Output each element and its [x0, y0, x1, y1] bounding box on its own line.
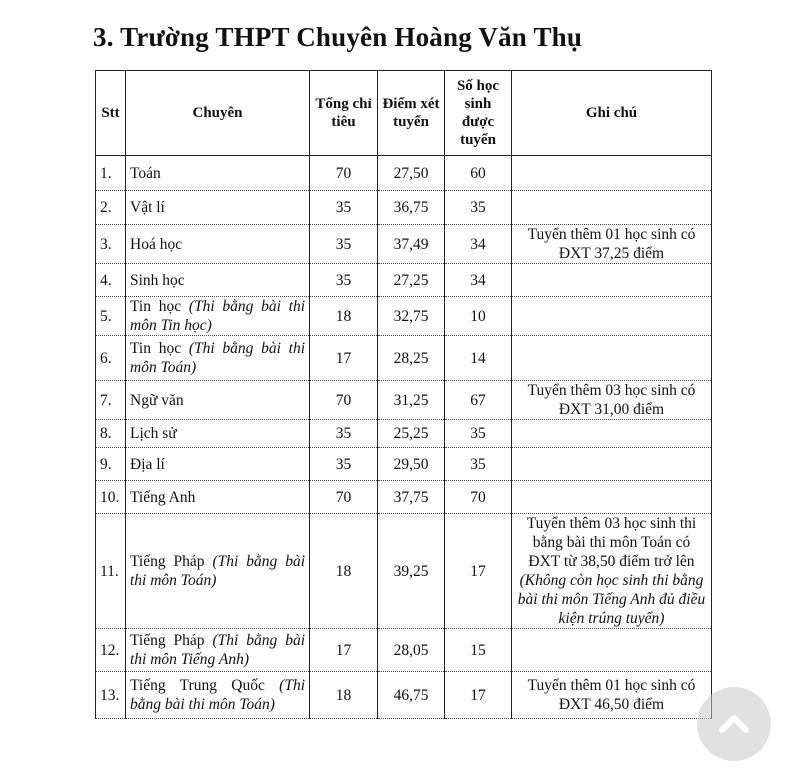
row-subject: Tiếng Anh	[130, 488, 196, 506]
row-subject-cell	[126, 225, 310, 264]
table-row	[96, 191, 712, 225]
row-tong-chi-tieu: 70	[310, 381, 378, 420]
row-note: Tuyển thêm 01 học sinh có ĐXT 37,25 điểm	[527, 226, 696, 262]
row-subject-note: (Thi bằng bài thi môn Toán)	[130, 677, 305, 713]
row-stt: 8.	[96, 420, 126, 448]
row-diem-xet-tuyen: 37,75	[378, 481, 445, 514]
row-so-hoc-sinh: 10	[445, 297, 512, 336]
row-ghi-chu	[512, 381, 712, 420]
row-so-hoc-sinh: 67	[445, 381, 512, 420]
row-stt: 5.	[96, 297, 126, 336]
row-subject-cell	[126, 629, 310, 672]
row-tong-chi-tieu: 35	[310, 225, 378, 264]
row-tong-chi-tieu: 35	[310, 448, 378, 481]
table-row	[96, 381, 712, 420]
row-stt: 7.	[96, 381, 126, 420]
row-subject: Tin học	[130, 298, 189, 315]
header-tong-chi-tieu: Tổng chỉ tiêu	[310, 71, 378, 156]
row-tong-chi-tieu: 18	[310, 514, 378, 629]
row-so-hoc-sinh: 60	[445, 156, 512, 191]
row-subject-cell	[126, 336, 310, 381]
row-so-hoc-sinh: 17	[445, 514, 512, 629]
row-subject: Địa lí	[130, 455, 165, 473]
row-subject-note: (Thi bằng bài thi môn Toán)	[130, 553, 305, 589]
admission-table	[95, 70, 712, 719]
table-row	[96, 672, 712, 719]
row-so-hoc-sinh: 35	[445, 420, 512, 448]
row-subject: Tin học	[130, 340, 189, 357]
row-diem-xet-tuyen: 32,75	[378, 297, 445, 336]
row-subject-cell	[126, 264, 310, 297]
row-subject: Tiếng Trung Quốc	[130, 677, 280, 694]
row-ghi-chu	[512, 191, 712, 225]
row-stt: 1.	[96, 156, 126, 191]
row-stt: 3.	[96, 225, 126, 264]
table-row	[96, 156, 712, 191]
row-tong-chi-tieu: 18	[310, 672, 378, 719]
row-so-hoc-sinh: 17	[445, 672, 512, 719]
table-row	[96, 514, 712, 629]
row-ghi-chu	[512, 264, 712, 297]
header-ghi-chu: Ghi chú	[512, 71, 712, 156]
row-subject-cell	[126, 448, 310, 481]
row-ghi-chu	[512, 672, 712, 719]
row-tong-chi-tieu: 35	[310, 264, 378, 297]
table-header-row	[96, 71, 712, 156]
row-diem-xet-tuyen: 31,25	[378, 381, 445, 420]
table-row	[96, 225, 712, 264]
row-subject-cell	[126, 481, 310, 514]
row-diem-xet-tuyen: 46,75	[378, 672, 445, 719]
row-so-hoc-sinh: 35	[445, 448, 512, 481]
row-tong-chi-tieu: 70	[310, 156, 378, 191]
row-tong-chi-tieu: 35	[310, 420, 378, 448]
row-subject: Hoá học	[130, 235, 183, 253]
row-diem-xet-tuyen: 27,50	[378, 156, 445, 191]
row-note: Tuyển thêm 03 học sinh thi bằng bài thi môn Toán có ĐXT từ 38,50 điểm trở lên	[526, 515, 697, 570]
row-subject-cell	[126, 420, 310, 448]
row-tong-chi-tieu: 18	[310, 297, 378, 336]
table-row	[96, 297, 712, 336]
row-subject: Vật lí	[130, 199, 165, 216]
table-row	[96, 336, 712, 381]
row-stt: 12.	[96, 629, 126, 672]
row-so-hoc-sinh: 35	[445, 191, 512, 225]
row-diem-xet-tuyen: 25,25	[378, 420, 445, 448]
row-stt: 10.	[96, 481, 126, 514]
row-tong-chi-tieu: 35	[310, 191, 378, 225]
row-subject-note: (Thi bằng bài thi môn Toán)	[130, 340, 305, 376]
scroll-to-top-button[interactable]	[697, 687, 771, 761]
header-stt: Stt	[96, 71, 126, 156]
row-diem-xet-tuyen: 28,25	[378, 336, 445, 381]
row-subject-note: (Thi bằng bài thi môn Tiếng Anh)	[130, 632, 305, 668]
page-title: 3. Trường THPT Chuyên Hoàng Văn Thụ	[93, 22, 583, 52]
row-diem-xet-tuyen: 27,25	[378, 264, 445, 297]
table-row	[96, 448, 712, 481]
row-ghi-chu	[512, 514, 712, 629]
table-row	[96, 420, 712, 448]
row-note-detail: (Không còn học sinh thi bằng bài thi môn Tiếng Anh đủ điều kiện trúng tuyển)	[517, 572, 706, 627]
header-so-hoc-sinh: Số học sinh được tuyển	[445, 71, 512, 156]
row-so-hoc-sinh: 34	[445, 225, 512, 264]
row-note: Tuyển thêm 03 học sinh có ĐXT 31,00 điểm	[527, 382, 696, 418]
row-subject: Tiếng Pháp	[130, 632, 213, 649]
row-tong-chi-tieu: 17	[310, 629, 378, 672]
row-ghi-chu	[512, 481, 712, 514]
row-diem-xet-tuyen: 36,75	[378, 191, 445, 225]
row-so-hoc-sinh: 70	[445, 481, 512, 514]
row-ghi-chu	[512, 420, 712, 448]
header-diem-xet-tuyen: Điểm xét tuyển	[378, 71, 445, 156]
row-stt: 9.	[96, 448, 126, 481]
row-subject-cell	[126, 191, 310, 225]
row-diem-xet-tuyen: 37,49	[378, 225, 445, 264]
row-ghi-chu	[512, 297, 712, 336]
row-subject: Sinh học	[130, 271, 185, 289]
row-note: Tuyển thêm 01 học sinh có ĐXT 46,50 điểm	[527, 677, 696, 713]
table-row	[96, 481, 712, 514]
row-subject: Tiếng Pháp	[130, 553, 213, 570]
row-subject-cell	[126, 672, 310, 719]
row-subject: Toán	[130, 164, 161, 182]
row-subject: Lịch sử	[130, 425, 177, 442]
row-stt: 13.	[96, 672, 126, 719]
row-ghi-chu	[512, 629, 712, 672]
row-stt: 4.	[96, 264, 126, 297]
row-stt: 11.	[96, 514, 126, 629]
row-subject-note: (Thi bằng bài thi môn Tin học)	[130, 298, 305, 334]
row-ghi-chu	[512, 156, 712, 191]
row-ghi-chu	[512, 336, 712, 381]
row-stt: 2.	[96, 191, 126, 225]
row-subject-cell	[126, 381, 310, 420]
row-diem-xet-tuyen: 29,50	[378, 448, 445, 481]
row-ghi-chu	[512, 225, 712, 264]
row-diem-xet-tuyen: 39,25	[378, 514, 445, 629]
row-tong-chi-tieu: 17	[310, 336, 378, 381]
row-diem-xet-tuyen: 28,05	[378, 629, 445, 672]
table-row	[96, 629, 712, 672]
row-so-hoc-sinh: 15	[445, 629, 512, 672]
chevron-up-icon	[714, 704, 754, 744]
row-subject-cell	[126, 156, 310, 191]
table-row	[96, 264, 712, 297]
row-subject-cell	[126, 297, 310, 336]
header-chuyen: Chuyên	[126, 71, 310, 156]
row-so-hoc-sinh: 34	[445, 264, 512, 297]
row-subject: Ngữ văn	[130, 391, 184, 409]
row-ghi-chu	[512, 448, 712, 481]
row-stt: 6.	[96, 336, 126, 381]
row-subject-cell	[126, 514, 310, 629]
row-tong-chi-tieu: 70	[310, 481, 378, 514]
row-so-hoc-sinh: 14	[445, 336, 512, 381]
